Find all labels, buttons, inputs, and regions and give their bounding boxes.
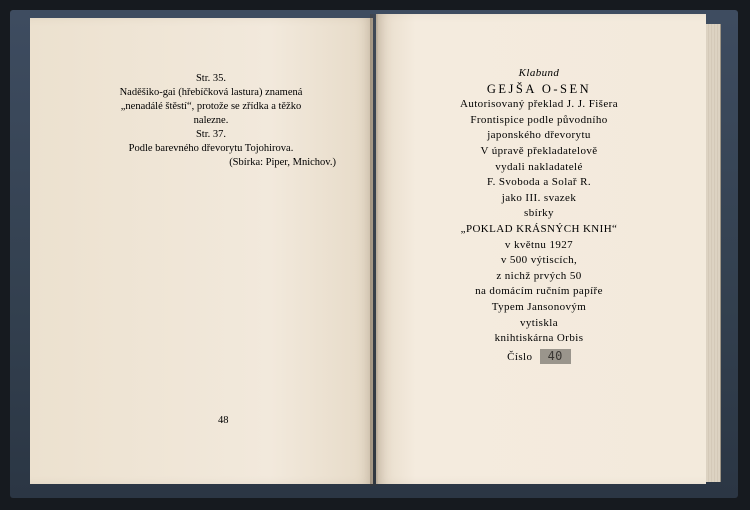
book-title: GEJŠA O-SEN — [486, 81, 592, 96]
note-heading: Str. 37. — [195, 129, 227, 140]
colophon-line: sbírky — [524, 207, 554, 220]
colophon-line: vydali nakladatelé — [495, 160, 583, 173]
page-edges — [704, 24, 721, 482]
colophon-line: na domácím ručním papíře — [475, 285, 603, 298]
note-line: „nenadálé štěstí“, protože se zřídka a těžko — [120, 101, 302, 112]
note-line: Podle barevného dřevorytu Tojohirova. — [128, 143, 294, 154]
copy-number-row — [378, 349, 700, 366]
colophon-line: japonského dřevorytu — [487, 129, 591, 142]
series-title: „POKLAD KRÁSNÝCH KNIH“ — [460, 222, 618, 235]
colophon-line: vytiskla — [519, 316, 559, 329]
author-name: Klabund — [518, 67, 560, 79]
colophon-line: jako III. svazek — [501, 191, 577, 204]
colophon-line: Autorisovaný překlad J. J. Fišera — [459, 98, 618, 111]
colophon-line: v 500 výtiscích, — [500, 254, 578, 267]
copy-number-stamp: 40 — [540, 349, 571, 364]
page-number: 48 — [218, 415, 229, 426]
colophon-line: Typem Jansonovým — [491, 300, 587, 313]
colophon-line: knihtiskárna Orbis — [494, 332, 584, 345]
copy-number-label: Číslo — [507, 350, 533, 363]
note-line: Naděšiko-gai (hřebíčková lastura) znamená — [119, 87, 303, 98]
colophon-line: V úpravě překladatelově — [480, 144, 598, 157]
note-line: (Sbírka: Piper, Mnichov.) — [229, 157, 336, 168]
book-gutter — [370, 14, 378, 486]
notes-block — [66, 72, 356, 170]
colophon — [378, 66, 700, 365]
note-heading: Str. 35. — [195, 73, 227, 84]
colophon-line: Frontispice podle původního — [470, 113, 608, 126]
note-line: nalezne. — [193, 115, 229, 126]
colophon-line: z nichž prvých 50 — [496, 269, 582, 282]
colophon-line: v květnu 1927 — [504, 238, 574, 251]
colophon-line: F. Svoboda a Solař R. — [486, 176, 592, 189]
